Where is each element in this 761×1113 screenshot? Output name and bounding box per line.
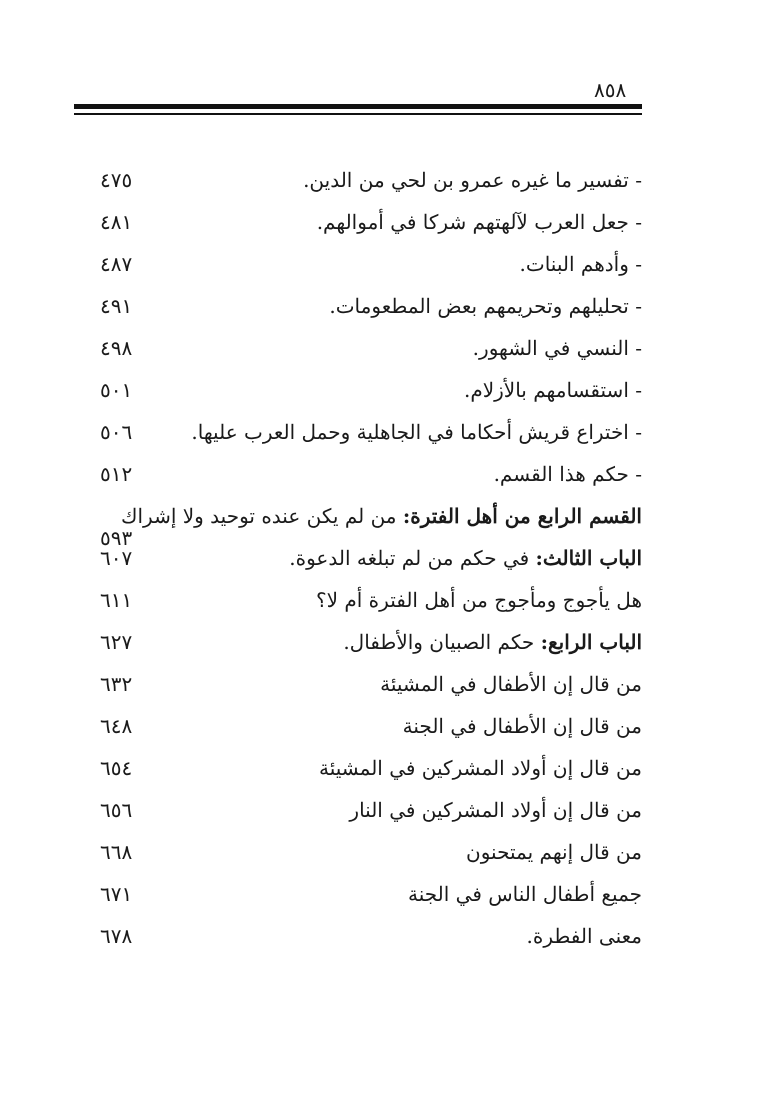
- toc-title: وأدهم البنات.: [519, 252, 629, 276]
- header-rule-thick: [74, 104, 642, 109]
- toc-title: من قال إنهم يمتحنون: [466, 840, 642, 864]
- toc-section-heading: القسم الرابع من أهل الفترة:: [402, 504, 642, 528]
- toc-entry-text: [162, 462, 642, 486]
- toc-title: من قال إن الأطفال في المشيئة: [380, 672, 642, 696]
- toc-page-number: ٤٨٧: [100, 252, 133, 276]
- toc-dash: -: [628, 336, 642, 360]
- toc-entry-text: [162, 714, 642, 738]
- toc-page-number: ٥٠١: [100, 378, 133, 402]
- toc-row: [90, 160, 642, 202]
- toc-row: [90, 202, 642, 244]
- toc-row: [90, 328, 642, 370]
- toc-row: [90, 832, 642, 874]
- toc-row: [90, 286, 642, 328]
- toc-entry-text: [162, 546, 642, 570]
- toc-row: [90, 454, 642, 496]
- toc-row: [90, 874, 642, 916]
- toc-title: في حكم من لم تبلغه الدعوة.: [289, 546, 536, 570]
- toc-page-number: ٤٩٨: [100, 336, 133, 360]
- toc-row: [90, 412, 642, 454]
- toc-row: [90, 706, 642, 748]
- toc-title: استقسامهم بالأزلام.: [464, 378, 629, 402]
- toc-page-number: ٦٣٢: [100, 672, 133, 696]
- toc-entry-text: [162, 168, 642, 192]
- toc-page-number: ٦٧١: [100, 882, 133, 906]
- toc-dash: -: [628, 210, 642, 234]
- toc-dash: -: [628, 420, 642, 444]
- toc-dash: -: [628, 378, 642, 402]
- toc-title: النسي في الشهور.: [472, 336, 629, 360]
- toc-section-heading: الباب الثالث:: [535, 546, 642, 570]
- toc-title: من لم يكن عنده توحيد ولا إشراك: [121, 504, 403, 528]
- toc-page-number: ٦٦٨: [100, 840, 133, 864]
- toc-entry-text: [162, 798, 642, 822]
- toc-title: جميع أطفال الناس في الجنة: [408, 882, 642, 906]
- toc-title: هل يأجوج ومأجوج من أهل الفترة أم لا؟: [316, 588, 642, 612]
- toc-row: [90, 748, 642, 790]
- toc-page-number: ٦١١: [100, 588, 133, 612]
- toc-title: حكم الصبيان والأطفال.: [343, 630, 541, 654]
- toc-page-number: ٦٧٨: [100, 924, 133, 948]
- toc-section-heading: الباب الرابع:: [540, 630, 642, 654]
- toc-entry-text: [162, 420, 642, 444]
- toc-entry-text: [162, 588, 642, 612]
- page-number: ٨٥٨: [594, 78, 627, 102]
- toc-row: [90, 916, 642, 958]
- toc-dash: -: [628, 168, 642, 192]
- toc-title: من قال إن أولاد المشركين في المشيئة: [319, 756, 642, 780]
- toc-entry-text: [162, 630, 642, 654]
- toc-row: [90, 538, 642, 580]
- toc-entry-text: [162, 378, 642, 402]
- toc-entry-text: [162, 924, 642, 948]
- toc-page-number: ٦٥٦: [100, 798, 133, 822]
- toc-title: معنى الفطرة.: [526, 924, 642, 948]
- toc-entry-text: [162, 252, 642, 276]
- toc-title: تفسير ما غيره عمرو بن لحي من الدين.: [303, 168, 629, 192]
- toc-title: اختراع قريش أحكاما في الجاهلية وحمل العرب عليها.: [191, 420, 629, 444]
- toc-row: [90, 496, 642, 550]
- toc-page-number: ٤٧٥: [100, 168, 133, 192]
- toc-entry-text: [162, 840, 642, 864]
- toc-title: جعل العرب لآلهتهم شركا في أموالهم.: [316, 210, 629, 234]
- toc-page-number: ٥٠٦: [100, 420, 133, 444]
- toc-row: [90, 790, 642, 832]
- toc-entry-text: [102, 504, 642, 528]
- toc-row: [90, 580, 642, 622]
- toc-title: من قال إن أولاد المشركين في النار: [349, 798, 642, 822]
- toc-row: [90, 244, 642, 286]
- toc-page-number: ٥١٢: [100, 462, 133, 486]
- toc-page-number: ٥٩٣: [100, 526, 133, 550]
- toc-entry-text: [162, 294, 642, 318]
- toc-title: حكم هذا القسم.: [493, 462, 629, 486]
- toc-title: من قال إن الأطفال في الجنة: [402, 714, 642, 738]
- toc-page-number: ٤٨١: [100, 210, 133, 234]
- toc-dash: -: [628, 462, 642, 486]
- table-of-contents: [90, 160, 642, 958]
- toc-page-number: ٦٠٧: [100, 546, 133, 570]
- toc-entry-text: [162, 882, 642, 906]
- toc-dash: -: [628, 294, 642, 318]
- toc-entry-text: [162, 672, 642, 696]
- toc-dash: -: [628, 252, 642, 276]
- header-rule-thin: [74, 113, 642, 115]
- toc-row: [90, 664, 642, 706]
- toc-page-number: ٤٩١: [100, 294, 133, 318]
- toc-page-number: ٦٥٤: [100, 756, 133, 780]
- toc-entry-text: [162, 210, 642, 234]
- toc-entry-text: [162, 336, 642, 360]
- toc-row: [90, 622, 642, 664]
- toc-page-number: ٦٤٨: [100, 714, 133, 738]
- toc-page-number: ٦٢٧: [100, 630, 133, 654]
- toc-entry-text: [162, 756, 642, 780]
- toc-title: تحليلهم وتحريمهم بعض المطعومات.: [329, 294, 629, 318]
- toc-row: [90, 370, 642, 412]
